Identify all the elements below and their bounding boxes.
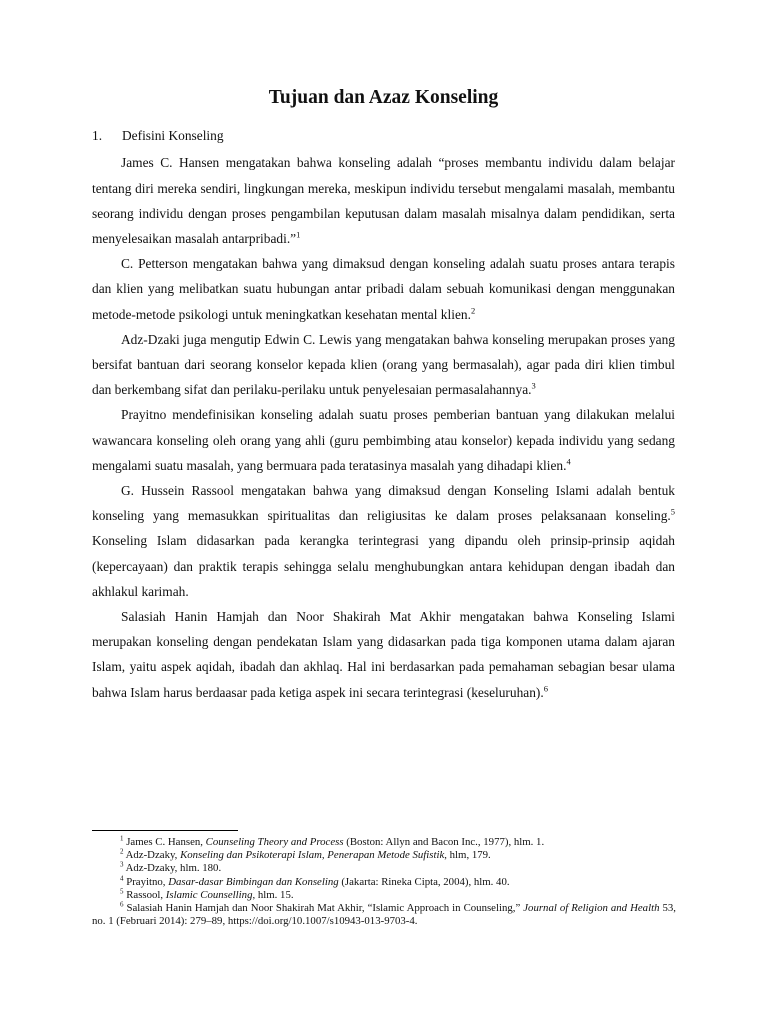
footnote-title: Konseling dan Psikoterapi Islam, Penerapan Metode Sufistik xyxy=(180,849,445,862)
footnote-number: 3 xyxy=(120,860,124,869)
paragraph-rassool xyxy=(92,478,675,604)
footnote-ref[interactable]: 1 xyxy=(296,229,301,240)
footnote-number: 4 xyxy=(120,874,124,883)
section-label: Defisini Konseling xyxy=(122,128,224,144)
footnote-3 xyxy=(92,862,676,875)
footnote-number: 2 xyxy=(120,847,124,856)
footnote-text: Adz-Dzaky, hlm. 180. xyxy=(123,862,222,875)
page-title: Tujuan dan Azaz Konseling xyxy=(268,87,499,108)
footnote-text: , hlm. 15. xyxy=(252,888,294,901)
footnote-separator xyxy=(92,830,238,831)
section-number: 1. xyxy=(92,128,103,144)
footnote-2 xyxy=(92,849,676,862)
footnote-ref[interactable]: 3 xyxy=(531,380,536,391)
footnote-number: 6 xyxy=(120,900,124,909)
paragraph-hansen xyxy=(92,150,675,251)
footnote-text: Adz-Dzaky, xyxy=(123,849,181,862)
footnote-6 xyxy=(92,902,676,928)
document-page xyxy=(92,86,675,705)
footnote-text: Rassool, xyxy=(123,888,166,901)
footnote-text: 53, no. 1 (Februari 2014): 279–89, https://doi.org/10.1007/s10943-013-9703-4. xyxy=(92,902,676,928)
paragraph-text: Prayitno mendefinisikan konseling adalah suatu proses pemberian bantuan yang dilakukan melalui wawancara konseling oleh orang yang ahli (guru pembimbing atau konselor) kepada individu yang sedang mengalami suatu masalah, yang bermuara pada teratasinya masalah yang dihadapi klien. xyxy=(92,407,675,473)
footnote-text: Prayitno, xyxy=(123,875,169,888)
footnote-ref[interactable]: 4 xyxy=(566,456,571,467)
paragraph-text: James C. Hansen mengatakan bahwa konseling adalah “proses membantu individu dalam belajar tentang diri mereka sendiri, lingkungan mereka, meskipun individu tersebut mengalami masalah, membantu seorang individu dengan proses pengambilan keputusan dalam masalah misalnya dalam pendidikan, serta menyelesaikan masalah antarpribadi.” xyxy=(92,155,675,246)
paragraph-text: C. Petterson mengatakan bahwa yang dimaksud dengan konseling adalah suatu proses antara terapis dan klien yang melibatkan suatu hubungan antar pribadi dalam sebuah komunikasi dengan menggunakan metode-metode psikologi untuk meningkatkan kesehatan mental klien. xyxy=(92,256,675,322)
footnote-number: 5 xyxy=(120,887,124,896)
footnote-text: (Boston: Allyn and Bacon Inc., 1977), hlm. 1. xyxy=(343,836,545,848)
footnote-title: Journal of Religion and Health xyxy=(523,902,660,915)
footnote-text: , hlm, 179. xyxy=(444,849,491,862)
paragraph-prayitno xyxy=(92,402,675,478)
footnote-text: James C. Hansen, xyxy=(123,836,206,848)
section-heading xyxy=(92,123,675,148)
footnote-ref[interactable]: 6 xyxy=(543,683,548,694)
paragraph-adz-dzaki xyxy=(92,327,675,403)
footnote-5 xyxy=(92,889,676,902)
footnote-1 xyxy=(92,836,676,849)
paragraph-text: G. Hussein Rassool mengatakan bahwa yang dimaksud dengan Konseling Islami adalah bentuk konseling yang memasukkan spiritualitas dan religiusitas ke dalam proses pelaksanaan konseling. xyxy=(92,483,675,524)
footnotes xyxy=(92,836,676,928)
footnote-title: Islamic Counselling xyxy=(165,888,253,901)
footnote-ref[interactable]: 2 xyxy=(470,305,476,316)
paragraph-text: Salasiah Hanin Hamjah dan Noor Shakirah Mat Akhir mengatakan bahwa Konseling Islami merupakan konseling dengan pendekatan Islam yang didasarkan pada tiga komponen utama dalam ajaran Islam, yaitu aspek aqidah, ibadah dan akhlaq. Hal ini berdasarkan pada pemahaman sebagian besar ulama bahwa Islam harus berdaasar pada ketiga aspek ini secara terintegrasi (keseluruhan). xyxy=(92,609,675,700)
footnote-title: Dasar-dasar Bimbingan dan Konseling xyxy=(168,875,339,888)
footnote-text: (Jakarta: Rineka Cipta, 2004), hlm. 40. xyxy=(338,875,510,888)
paragraph-text: Adz-Dzaki juga mengutip Edwin C. Lewis yang mengatakan bahwa konseling merupakan proses yang bersifat bantuan dari seorang konselor kepada klien (orang yang bermasalah), agar pada diri klien timbul dan berkembang sifat dan perilaku-perilaku untuk penyelesaian permasalahannya. xyxy=(92,331,675,398)
paragraph-text: Konseling Islam didasarkan pada kerangka terintegrasi yang dipandu oleh prinsip-prinsip aqidah (kepercayaan) dan praktik terapis sehingga selalu menghubungkan antara kehidupan dengan ibadah dan akhlakul karimah. xyxy=(92,533,675,599)
paragraph-salasiah xyxy=(92,604,675,705)
footnote-text: Salasiah Hanin Hamjah dan Noor Shakirah Mat Akhir, “Islamic Approach in Counseling,” xyxy=(123,902,524,915)
footnote-ref[interactable]: 5 xyxy=(670,506,675,517)
footnote-title: Counseling Theory and Process xyxy=(205,836,344,848)
footnote-4 xyxy=(92,876,676,889)
paragraph-petterson xyxy=(92,251,675,327)
footnote-number: 1 xyxy=(120,834,124,843)
